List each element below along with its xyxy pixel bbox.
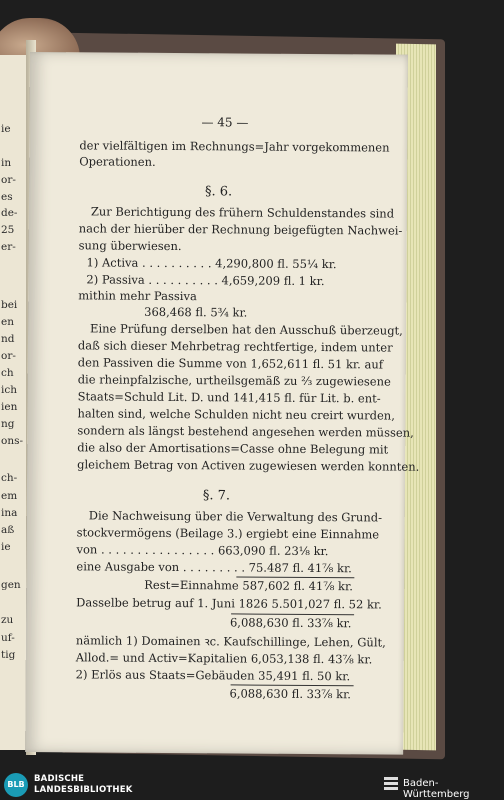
left-page-fragment: de- (1, 207, 18, 219)
left-page-fragment: aß (1, 524, 15, 536)
left-page-fragment: ich (1, 384, 18, 396)
left-page-fragment: tig (1, 649, 16, 661)
text-line: 2) Erlös aus Staats=Gebäuden 35,491 fl. 50 kr. (75, 667, 351, 684)
text-line: die rheinpfalzische, urtheilsgemäß zu ⅔ zugewiesene (77, 372, 391, 389)
text-line: von . . . . . . . . . . . . . . . . 663,090 fl. 23⅛ kr. (76, 542, 329, 559)
library-name-line2: LANDESBIBLIOTHEK (34, 785, 133, 795)
left-page-fragment: er- (1, 241, 16, 253)
text-line: die also der Amortisations=Casse ohne Belegung mit (77, 440, 389, 457)
left-page-fragment: 25 (1, 224, 15, 236)
text-line: eine Ausgabe von . . . . . . . . . 75.487 fl. 41⅞ kr. (76, 559, 352, 576)
text-line: Allod.= und Activ=Kapitalien 6,053,138 fl. 43⅞ kr. (75, 650, 373, 667)
left-page-fragment: in (1, 157, 12, 169)
text-line: Staats=Schuld Lit. D. und 141,415 fl. für Lit. b. ent- (77, 389, 381, 406)
left-page-fragment: ie (1, 541, 11, 553)
left-page-fragment: ie (1, 123, 11, 135)
text-line: den Passiven die Summe von 1,652,611 fl. 51 kr. auf (77, 355, 384, 372)
text-line: Die Nachweisung über die Verwaltung des Grund- (88, 508, 383, 525)
section-heading: §. 6. (204, 184, 233, 200)
text-line: mithin mehr Passiva (78, 288, 197, 304)
left-page-fragment: zu (1, 614, 14, 626)
text-line: Rest=Einnahme 587,602 fl. 41⅞ kr. (144, 577, 353, 594)
text-line: Zur Berichtigung des frühern Schuldenstandes sind (90, 204, 395, 221)
library-name-line1: BADISCHE (34, 774, 85, 784)
text-line: 6,088,630 fl. 33⅞ kr. (229, 615, 352, 631)
text-line: 1) Activa . . . . . . . . . . 4,290,800 fl. 55¼ kr. (86, 255, 337, 272)
left-page-fragment: gen (1, 579, 21, 591)
left-page-fragment: ng (1, 418, 15, 430)
text-line: stockvermögens (Beilage 3.) ergiebt eine Einnahme (76, 525, 380, 542)
left-page-fragment: ch- (1, 472, 18, 484)
text-line: 368,468 fl. 5¾ kr. (144, 304, 248, 320)
right-page (25, 52, 420, 755)
text-line: gleichem Betrag von Activen zugewiesen werden konnten. (77, 457, 420, 474)
state-name: Baden-Württemberg (403, 778, 470, 800)
left-page-fragment: nd (1, 333, 15, 345)
text-line: der vielfältigen im Rechnungs=Jahr vorgekommenen (79, 138, 390, 155)
left-page-fragment: ien (1, 401, 18, 413)
left-page-fragment: uf- (1, 632, 15, 644)
text-line: halten sind, welche Schulden nicht neu creirt wurden, (77, 406, 395, 423)
text-line: Operationen. (79, 154, 156, 169)
left-page-fragment: em (1, 490, 18, 502)
left-page-fragment: bei (1, 299, 18, 311)
text-line: Dasselbe betrug auf 1. Juni 1826 5.501,027 fl. 52 kr. (76, 595, 382, 612)
library-logo-icon: BLB (4, 773, 28, 797)
left-page-fragment: or- (1, 350, 16, 362)
text-line: 2) Passiva . . . . . . . . . . 4,659,209 fl. 1 kr. (86, 272, 325, 289)
left-page-fragment: ch (1, 367, 14, 379)
page-number: — 45 — (201, 115, 249, 130)
footer-bar (0, 770, 504, 800)
text-line: Eine Prüfung derselben hat den Ausschuß überzeugt, (90, 321, 403, 338)
text-line: daß sich dieser Mehrbetrag rechtfertige, indem unter (77, 338, 393, 355)
left-page-fragment: ons- (1, 435, 24, 447)
text-line: 6,088,630 fl. 33⅞ kr. (229, 686, 352, 702)
section-heading: §. 7. (202, 488, 231, 504)
left-page-fragment: ina (1, 507, 18, 519)
library-name (34, 774, 133, 796)
text-line: sondern als längst bestehend angesehen werden müssen, (77, 423, 414, 440)
text-line: sung überwiesen. (78, 238, 182, 254)
left-page-fragment: en (1, 316, 14, 328)
text-line: nach der hierüber der Rechnung beigefügten Nachwei- (78, 221, 403, 238)
left-page-fragment: or- (1, 174, 16, 186)
state-crest-icon (384, 775, 398, 795)
left-page-fragment: es (1, 191, 13, 203)
text-line: nämlich 1) Domainen ꝛc. Kaufschillinge, Lehen, Gült, (75, 633, 386, 650)
